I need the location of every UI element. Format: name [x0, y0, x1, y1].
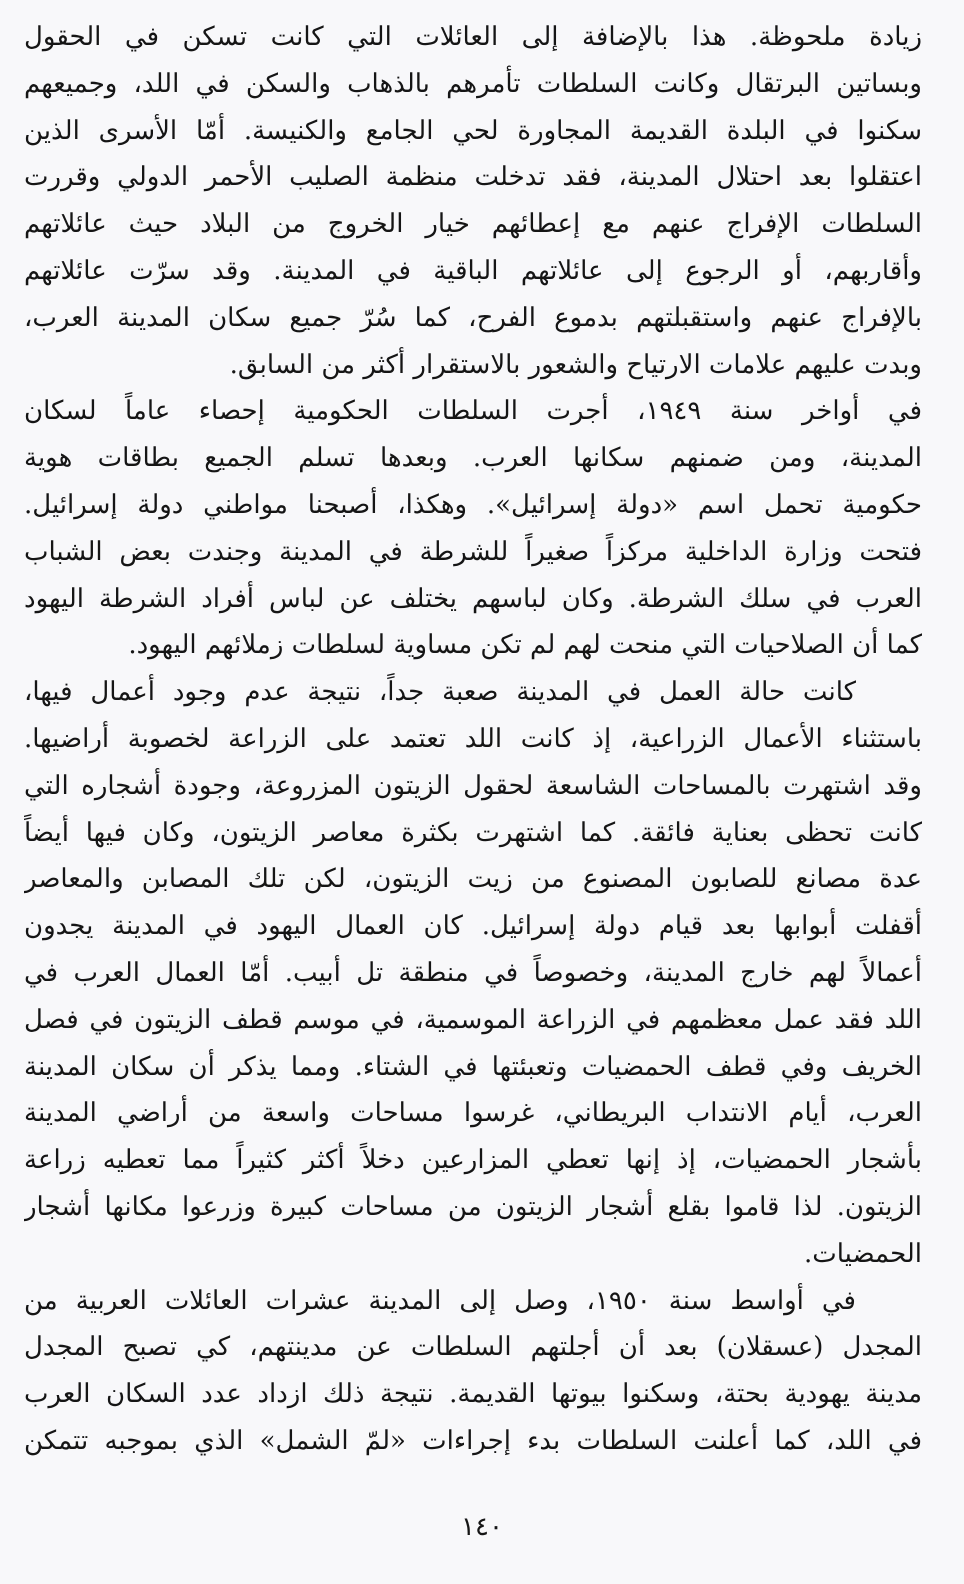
- text-line: حكومية تحمل اسم «دولة إسرائيل». وهكذا، أصبحنا مواطني دولة إسرائيل.: [24, 489, 922, 520]
- text-line: بالإفراج عنهم واستقبلتهم بدموع الفرح، كما سُرّ جميع سكان المدينة العرب،: [24, 302, 922, 333]
- text-line: سكنوا في البلدة القديمة المجاورة لحي الجامع والكنيسة. أمّا الأسرى الذين: [24, 115, 922, 146]
- paragraph-1: [24, 14, 922, 388]
- paragraph-4: [24, 1278, 922, 1465]
- text-line: اعتقلوا بعد احتلال المدينة، فقد تدخلت منظمة الصليب الأحمر الدولي وقررت: [24, 162, 922, 193]
- text-line: اللد فقد عمل معظمهم في الزراعة الموسمية، في موسم قطف الزيتون في فصل: [24, 1004, 922, 1035]
- text-line: كما أن الصلاحيات التي منحت لهم لم تكن مساوية لسلطات زملائهم اليهود.: [128, 630, 922, 661]
- text-line: بأشجار الحمضيات، إذ إنها تعطي المزارعين دخلاً أكثر كثيراً مما تعطيه زراعة: [24, 1145, 922, 1176]
- text-line: زيادة ملحوظة. هذا بالإضافة إلى العائلات التي كانت تسكن في الحقول: [24, 22, 922, 52]
- text-line: المجدل (عسقلان) بعد أن أجلتهم السلطات عن مدينتهم، كي تصبح المجدل: [24, 1332, 922, 1363]
- text-line: فتحت وزارة الداخلية مركزاً صغيراً للشرطة في المدينة وجندت بعض الشباب: [24, 536, 922, 567]
- text-line: الخريف وفي قطف الحمضيات وتعبئتها في الشتاء. ومما يذكر أن سكان المدينة: [24, 1051, 922, 1082]
- page-number: ١٤٠: [461, 1512, 503, 1542]
- text-line: العرب، أيام الانتداب البريطاني، غرسوا مساحات واسعة من أراضي المدينة: [24, 1098, 922, 1129]
- text-line: عدة مصانع للصابون المصنوع من زيت الزيتون، لكن تلك المصابن والمعاصر: [24, 864, 922, 895]
- paragraph-2: [24, 388, 922, 669]
- text-line: وبساتين البرتقال وكانت السلطات تأمرهم بالذهاب والسكن في اللد، وجميعهم: [24, 68, 922, 99]
- text-line: وأقاربهم، أو الرجوع إلى عائلاتهم الباقية في المدينة. وقد سرّت عائلاتهم: [24, 255, 922, 286]
- text-line: في أواسط سنة ١٩٥٠، وصل إلى المدينة عشرات العائلات العربية من: [24, 1285, 856, 1316]
- paragraph-3: [24, 669, 922, 1277]
- text-line: الزيتون. لذا قاموا بقلع أشجار الزيتون من مساحات كبيرة وزرعوا مكانها أشجار: [24, 1191, 922, 1222]
- text-line: في أواخر سنة ١٩٤٩، أجرت السلطات الحكومية إحصاء عاماً لسكان: [24, 396, 922, 427]
- body-text: [24, 14, 922, 1465]
- text-line: السلطات الإفراج عنهم مع إعطائهم خيار الخروج من البلاد حيث عائلاتهم: [24, 209, 922, 240]
- text-line: كانت تحظى بعناية فائقة. كما اشتهرت بكثرة معاصر الزيتون، وكان فيها أيضاً: [24, 817, 922, 848]
- text-line: العرب في سلك الشرطة. وكان لباسهم يختلف عن لباس أفراد الشرطة اليهود: [24, 583, 922, 614]
- text-line: المدينة، ومن ضمنهم سكانها العرب. وبعدها تسلم الجميع بطاقات هوية: [24, 443, 922, 474]
- text-line: أقفلت أبوابها بعد قيام دولة إسرائيل. كان العمال اليهود في المدينة يجدون: [24, 911, 922, 942]
- text-line: الحمضيات.: [803, 1238, 922, 1269]
- text-line: أعمالاً لهم خارج المدينة، وخصوصاً في منطقة تل أبيب. أمّا العمال العرب في: [24, 957, 922, 988]
- text-line: باستثناء الأعمال الزراعية، إذ كانت اللد تعتمد على الزراعة لخصوبة أراضيها.: [24, 723, 922, 754]
- text-line: في اللد، كما أعلنت السلطات بدء إجراءات «لمّ الشمل» الذي بموجبه تتمكن: [24, 1425, 922, 1456]
- text-line: وبدت عليهم علامات الارتياح والشعور بالاستقرار أكثر من السابق.: [229, 349, 922, 380]
- text-line: كانت حالة العمل في المدينة صعبة جداً، نتيجة عدم وجود أعمال فيها،: [24, 677, 856, 708]
- text-line: مدينة يهودية بحتة، وسكنوا بيوتها القديمة. نتيجة ذلك ازداد عدد السكان العرب: [24, 1379, 922, 1410]
- text-line: وقد اشتهرت بالمساحات الشاسعة لحقول الزيتون المزروعة، وجودة أشجاره التي: [24, 770, 922, 801]
